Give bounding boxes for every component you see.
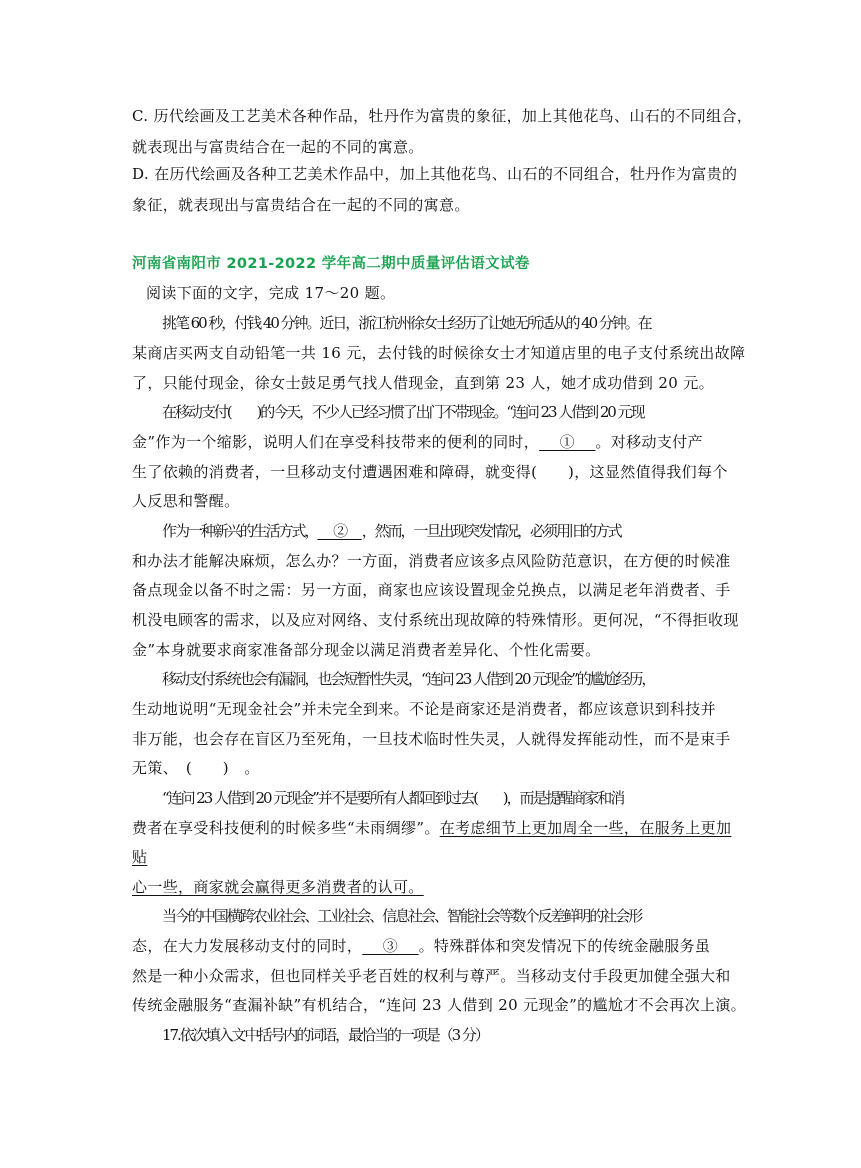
- blank-3: ③: [362, 937, 419, 955]
- section-title: 河南省南阳市 2021-2022 学年高二期中质量评估语文试卷: [132, 256, 530, 272]
- p3-line-1: [162, 521, 762, 541]
- p5-line-1: “连问 23 人借到 20 元现金”并不是要所有人都回到过去( )，而是提醒商家和消: [162, 789, 624, 807]
- p3-line-1-pre: 作为一种新兴的生活方式，: [162, 522, 318, 540]
- p6-line-2: [132, 936, 732, 956]
- p6-line-2-pre: 态，在大力发展移动支付的同时，: [132, 937, 363, 955]
- p1-line-2: 某商店买两支自动铅笔一共 16 元，去付钱的时候徐女士才知道店里的电子支付系统出故障: [132, 344, 746, 362]
- p6-line-1: 当今的中国横跨农业社会、工业社会、信息社会、智能社会等数个反差鲜明的社会形: [162, 907, 642, 925]
- option-c-line-1: C. 历代绘画及工艺美术各种作品，牡丹作为富贵的象征，加上其他花鸟、山石的不同组合，: [132, 107, 753, 125]
- blank-2: ②: [317, 522, 362, 540]
- option-d-line-2: 象征，就表现出与富贵结合在一起的不同的寓意。: [132, 196, 470, 214]
- p4-line-2: 生动地说明“无现金社会”并未完全到来。不论是商家还是消费者，都应该意识到科技并: [132, 700, 716, 718]
- p2-line-3: 生了依赖的消费者，一旦移动支付遭遇困难和障碍，就变得( )，这显然值得我们每个: [132, 463, 728, 481]
- p3-line-4: 机没电顾客的需求，以及应对网络、支付系统出现故障的特殊情形。更何况，“不得拒收现: [132, 611, 739, 629]
- p2-line-4: 人反思和警醒。: [132, 492, 240, 510]
- p5-underlined-sentence-3: 心一些，商家就会赢得更多消费者的认可。: [132, 878, 424, 896]
- instruction: 阅读下面的文字，完成 17～20 题。: [146, 284, 396, 302]
- p5-underlined-sentence-2: 贴: [132, 848, 148, 866]
- p5-line-2: [132, 818, 732, 838]
- p4-line-3: 非万能，也会存在盲区乃至死角，一旦技术临时性失灵，人就得发挥能动性，而不是束手: [132, 730, 731, 748]
- p3-line-5: 金”本身就要求商家准备部分现金以满足消费者差异化、个性化需要。: [132, 641, 601, 659]
- p5-line-2-pre: 费者在享受科技便利的时候多些“未雨绸缪”。: [132, 819, 440, 837]
- p5-underlined-sentence-1: 在考虑细节上更加周全一些，在服务上更加: [439, 819, 732, 837]
- p2-line-1: 在移动支付( )的今天，不少人已经习惯了出门不带现金。“连问 23 人借到 20 元现: [162, 403, 644, 421]
- p2-line-2-post: 。对移动支付产: [595, 433, 703, 451]
- p1-line-1: 挑笔 60 秒，付钱 40 分钟。近日，浙江杭州徐女士经历了让她无所适从的 40 分钟。在: [162, 314, 651, 332]
- p3-line-1-post: ，然而，一旦出现突发情况，必须用旧的方式: [361, 522, 621, 540]
- p6-line-3: 然是一种小众需求，但也同样关乎老百姓的权利与尊严。当移动支付手段更加健全强大和: [132, 967, 731, 985]
- p2-line-2: [132, 432, 732, 452]
- p3-line-2: 和办法才能解决麻烦，怎么办？一方面，消费者应该多点风险防范意识，在方便的时候准: [132, 552, 731, 570]
- p2-line-2-pre: 金”作为一个缩影，说明人们在享受科技带来的便利的同时，: [132, 433, 540, 451]
- p5-line-3: [132, 847, 732, 867]
- p4-line-4: 无策、 ( ) 。: [132, 759, 260, 777]
- option-c-line-2: 就表现出与富贵结合在一起的不同的寓意。: [132, 138, 424, 156]
- blank-1: ①: [539, 433, 596, 451]
- p1-line-3: 了，只能付现金，徐女士鼓足勇气找人借现金，直到第 23 人，她才成功借到 20 元。: [132, 374, 714, 392]
- question-17: 17.依次填入文中括号内的词语，最恰当的一项是（3 分）: [162, 1026, 488, 1044]
- p6-line-2-post: 。特殊群体和突发情况下的传统金融服务虽: [418, 937, 711, 955]
- option-d-line-1: D. 在历代绘画及各种工艺美术作品中，加上其他花鸟、山石的不同组合，牡丹作为富贵的: [132, 165, 738, 183]
- p4-line-1: 移动支付系统也会有漏洞，也会短暂性失灵，“连问 23 人借到 20 元现金”的尴尬经历，: [162, 670, 655, 688]
- p6-line-4: 传统金融服务“查漏补缺”有机结合，“连问 23 人借到 20 元现金”的尴尬才不会再次上演。: [132, 996, 747, 1014]
- p3-line-3: 备点现金以备不时之需：另一方面，商家也应该设置现金兑换点，以满足老年消费者、手: [132, 581, 731, 599]
- p5-line-4: [132, 877, 732, 897]
